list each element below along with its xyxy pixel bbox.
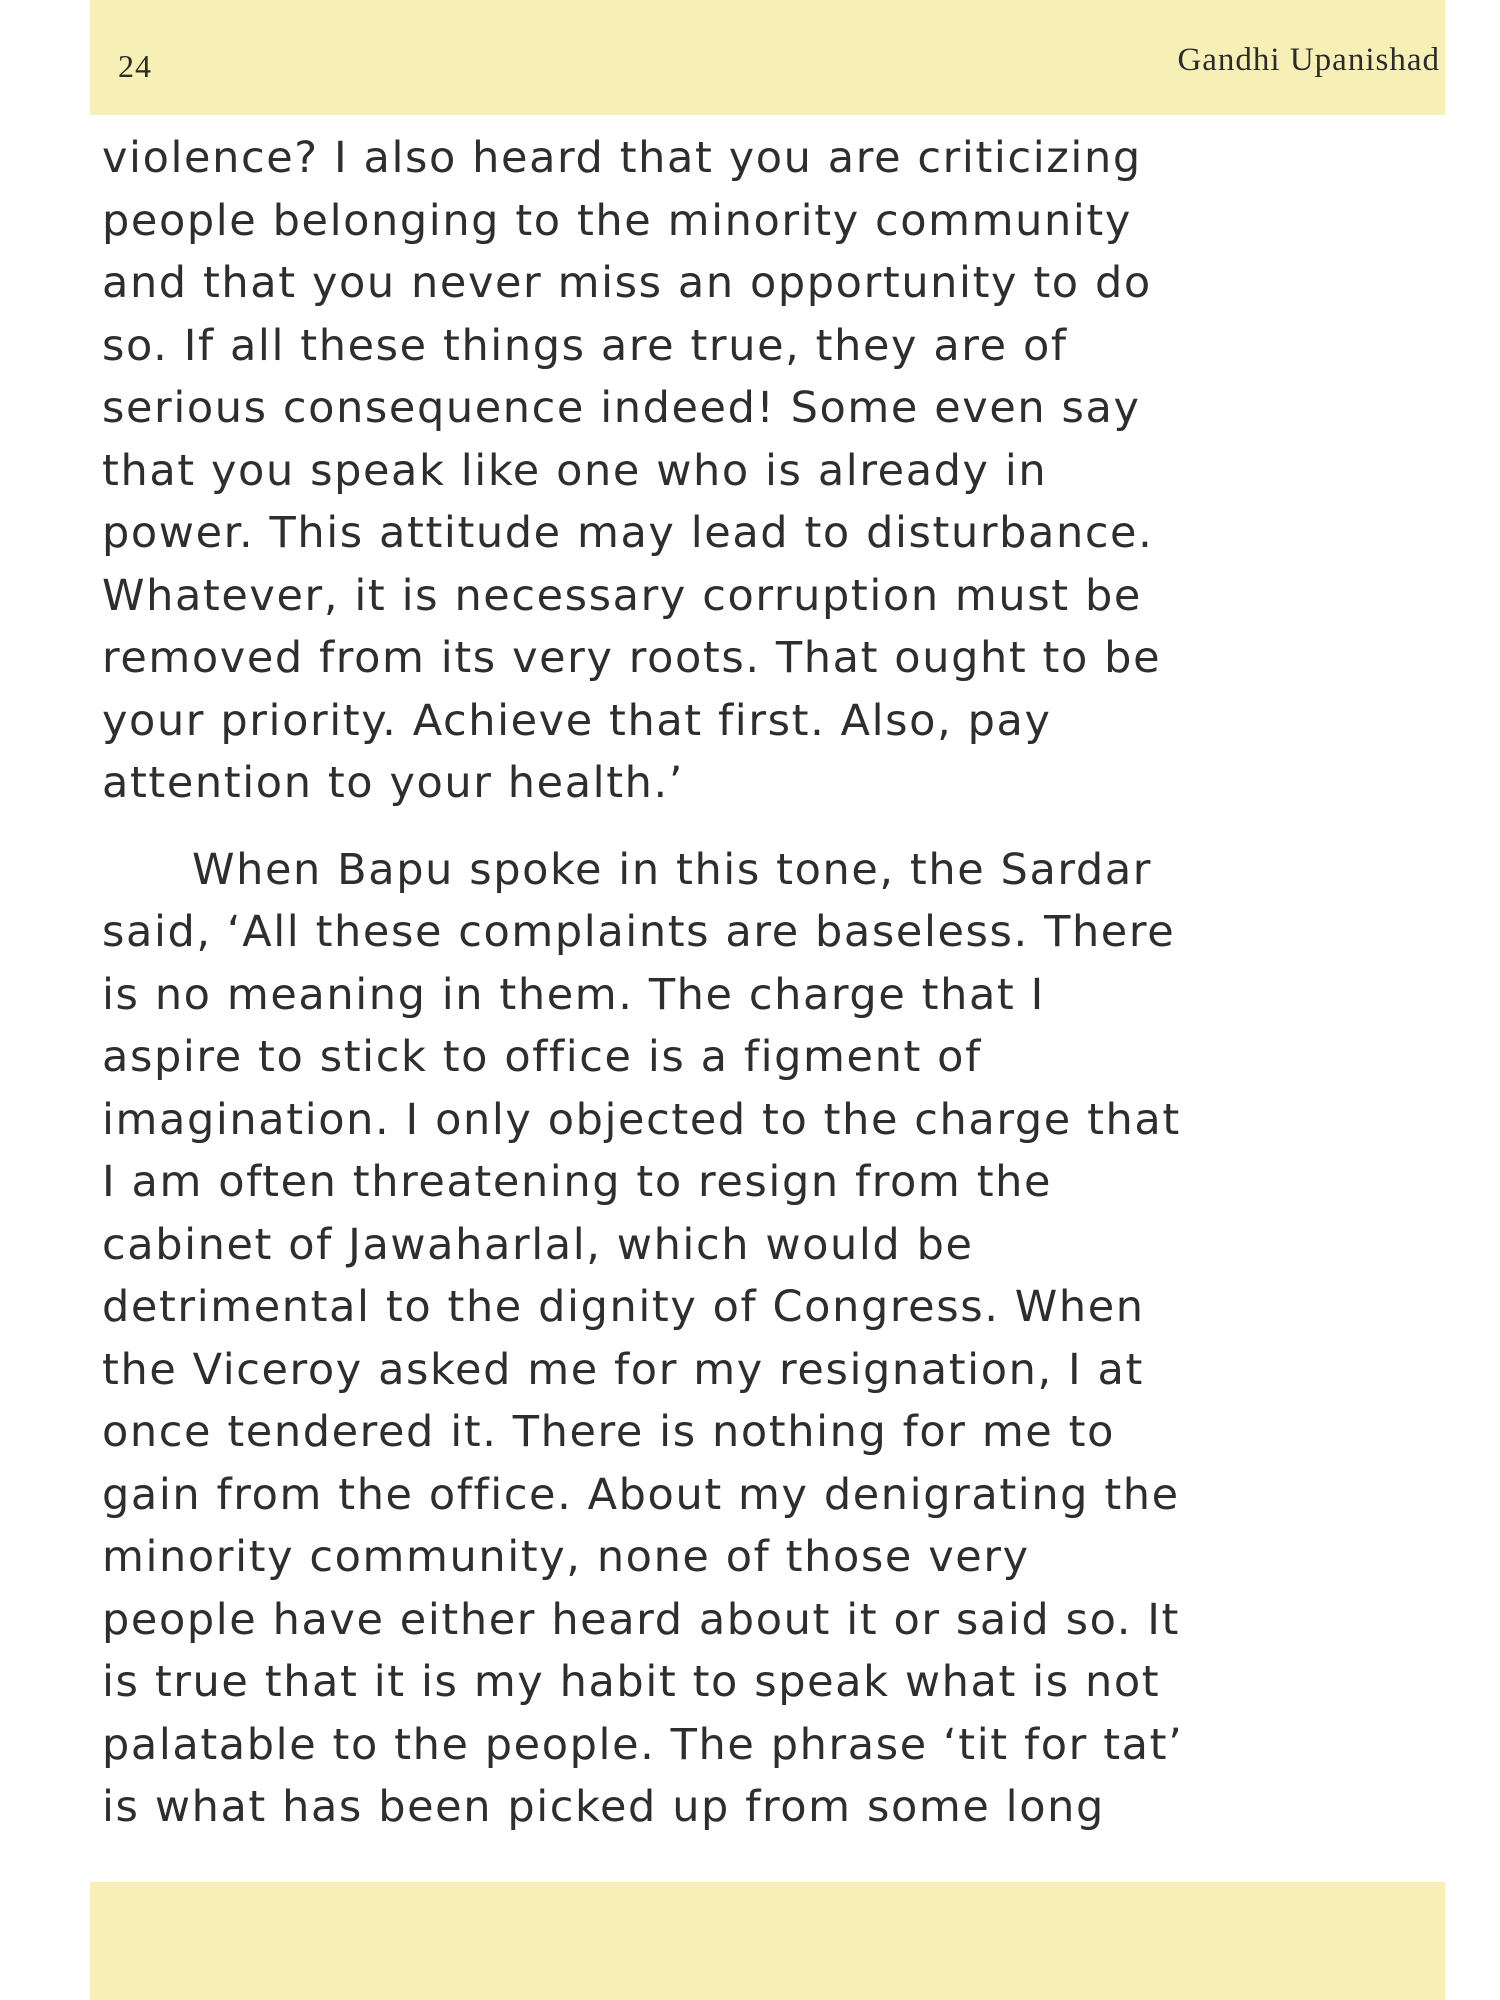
text-line: attention to your health.’ <box>102 758 685 808</box>
text-line: When Bapu spoke in this tone, the Sardar <box>192 844 1153 895</box>
text-line: violence? I also heard that you are criticizing <box>102 133 1142 183</box>
text-line: Whatever, it is necessary corruption must be <box>102 570 1142 621</box>
running-title: Gandhi Upanishad <box>1177 42 1440 78</box>
paragraph-gap <box>102 815 1442 839</box>
text-line: minority community, none of those very <box>102 1532 1030 1582</box>
footer-band <box>90 1882 1445 2000</box>
text-line: palatable to the people. The phrase ‘tit for tat’ <box>102 1719 1184 1770</box>
text-line: cabinet of Jawaharlal, which would be <box>102 1219 974 1270</box>
text-line: so. If all these things are true, they are of <box>102 320 1068 371</box>
text-line: gain from the office. About my denigrating the <box>102 1469 1180 1520</box>
text-line: your priority. Achieve that first. Also, pay <box>102 695 1052 746</box>
body-text <box>102 127 1442 1839</box>
paragraph-2 <box>102 839 1442 1839</box>
text-line: people belonging to the minority community <box>102 195 1132 246</box>
text-line: detrimental to the dignity of Congress. When <box>102 1282 1145 1332</box>
paragraph-1 <box>102 127 1442 815</box>
text-line: removed from its very roots. That ought to be <box>102 633 1162 683</box>
text-line: is what has been picked up from some long <box>102 1782 1105 1832</box>
text-line: serious consequence indeed! Some even say <box>102 383 1141 433</box>
text-line: once tendered it. There is nothing for me to <box>102 1407 1115 1457</box>
text-line: said, ‘All these complaints are baseless. There <box>102 907 1176 957</box>
page-number: 24 <box>118 48 152 84</box>
text-line: power. This attitude may lead to disturbance. <box>102 508 1154 558</box>
text-line: people have either heard about it or said so. It <box>102 1594 1181 1645</box>
text-line: is no meaning in them. The charge that I <box>102 969 1045 1020</box>
text-line: and that you never miss an opportunity to do <box>102 258 1152 308</box>
text-line: imagination. I only objected to the charge that <box>102 1094 1181 1145</box>
text-line: that you speak like one who is already in <box>102 445 1048 496</box>
text-line: aspire to stick to office is a figment of <box>102 1032 982 1082</box>
text-line: is true that it is my habit to speak what is not <box>102 1657 1161 1707</box>
text-line: the Viceroy asked me for my resignation, I at <box>102 1344 1144 1395</box>
text-line: I am often threatening to resign from the <box>102 1157 1053 1207</box>
